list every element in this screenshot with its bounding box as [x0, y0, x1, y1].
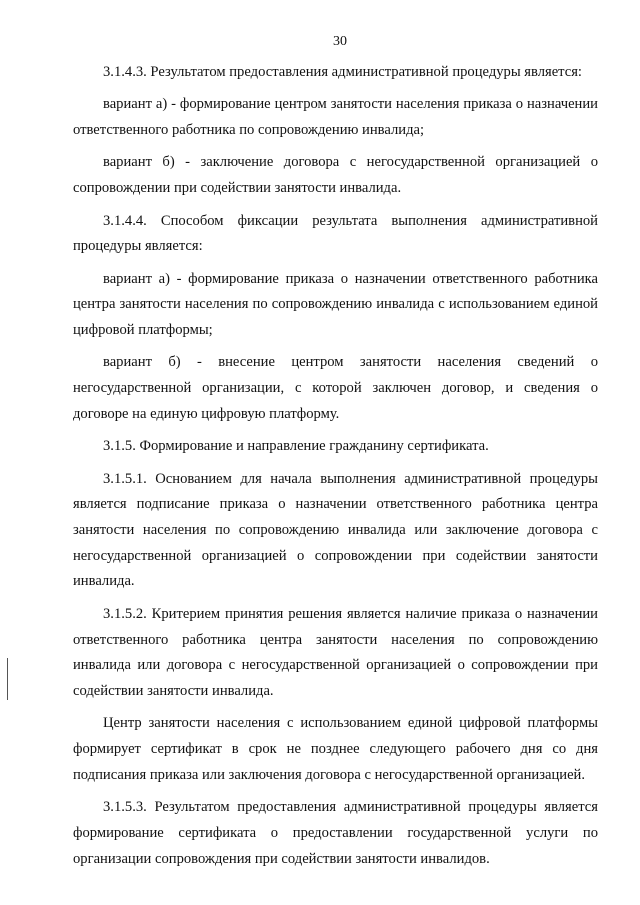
page-number: 30	[333, 34, 347, 49]
paragraph-3-1-5: 3.1.5. Формирование и направление гражданину сертификата.	[103, 438, 489, 455]
paragraph-variant-a-result: вариант а) - формирование центром занятости населения приказа о назначении ответственного работника по сопровождению инвалида;	[73, 96, 598, 139]
paragraph-3-1-5-2: 3.1.5.2. Критерием принятия решения является наличие приказа о назначении ответственного работника центра занятости населения по сопровождению инвалида или договора с негосударственной организацией о сопровождении при содействии занятости инвалида.	[73, 605, 598, 699]
paragraph-3-1-4-3: 3.1.4.3. Результатом предоставления административной процедуры является:	[103, 64, 582, 80]
paragraph-certificate-center: Центр занятости населения с использованием единой цифровой платформы формирует сертификат в срок не позднее следующего рабочего дня со дня подписания приказа или заключения договора с негосударственной организацией.	[73, 715, 598, 783]
paragraph-3-1-5-3: 3.1.5.3. Результатом предоставления административной процедуры является формирование сертификата о предоставлении государственной услуги по организации сопровождения при содействии занятости инвалидов.	[73, 799, 598, 867]
scan-edge-mark	[7, 658, 8, 700]
paragraph-3-1-5-1: 3.1.5.1. Основанием для начала выполнения административной процедуры является подписание приказа о назначении ответственного работника центра занятости населения по сопровождению инвалида или заключение договора с негосударственной организацией о сопровождении при содействии занятости инвалида.	[73, 470, 598, 590]
paragraph-3-1-4-4: 3.1.4.4. Способом фиксации результата выполнения административной процедуры является:	[73, 212, 598, 255]
paragraph-variant-a-fixation: вариант а) - формирование приказа о назначении ответственного работника центра занятости населения по сопровождению инвалида с использованием единой цифровой платформы;	[73, 270, 598, 339]
paragraph-variant-b-result: вариант б) - заключение договора с негосударственной организацией о сопровождении при содействии занятости инвалида.	[73, 154, 598, 197]
paragraph-variant-b-fixation: вариант б) - внесение центром занятости населения сведений о негосударственной организации, с которой заключен договор, и сведения о договоре на единую цифровую платформу.	[73, 354, 598, 422]
document-body	[73, 60, 598, 872]
